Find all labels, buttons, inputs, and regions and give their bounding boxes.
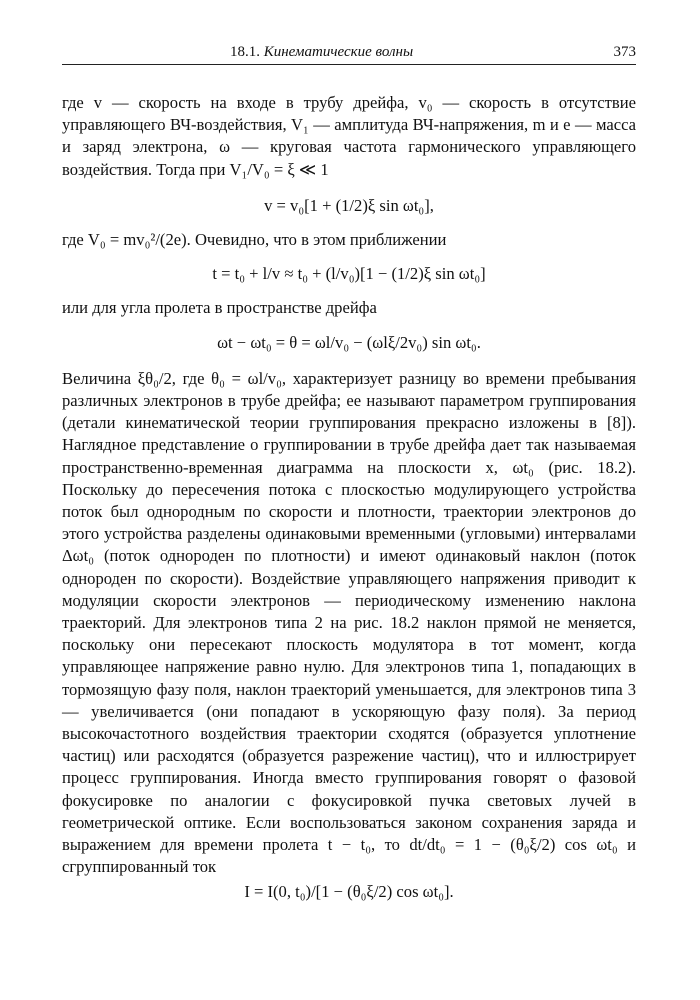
equation-current: I = I(0, t₀)/[1 − (θ₀ξ/2) cos ωt₀]. <box>244 881 454 901</box>
paragraph-2: где V₀ = mv₀²/(2e). Очевидно, что в этом приближении <box>62 230 447 250</box>
header-section <box>230 44 413 61</box>
equation-velocity: v = v₀[1 + (1/2)ξ sin ωt₀], <box>264 195 434 215</box>
section-title: Кинематические волны <box>263 44 414 60</box>
section-number: 18.1. <box>230 44 260 60</box>
paragraph-1: где v — скорость на входе в трубу дрейфа, v₀ — скорость в отсутствие управляющего ВЧ-воздействия, V₁ — амплитуда ВЧ-напряжения, m и e — масса и заряд электрона, ω — круговая частота гармонического управляющего воздействия. Тогда при V₁/V₀ = ξ ≪ 1 <box>62 93 636 179</box>
page-number: 373 <box>613 44 636 60</box>
paragraph-4: Величина ξθ₀/2, где θ₀ = ωl/v₀, характеризует разницу во времени пребывания различных электронов в трубе дрейфа; ее называют параметром группирования (детали кинематической теории группирования прекрасно изложены в [8]). Наглядное представление о группировании в трубе дрейфа дает так называемая пространственно-временная диаграмма на плоскости x, ωt₀ (рис. 18.2). Поскольку до пересечения потока с плоскостью модулирующего устройства поток был однородным по скорости и плотности, траектории электронов до этого устройства разделены одинаковыми временными (угловыми) интервалами Δωt₀ (поток однороден по плотности) и имеют одинаковый наклон (поток однороден по скорости). Воздействие управляющего напряжения приводит к модуляции скорости электронов — периодическому изменению наклона траекторий. Для электронов типа 2 на рис. 18.2 наклон прямой не меняется, поскольку они пересекают плоскость модулятора в тот момент, когда управляющее напряжение равно нулю. Для электронов типа 1, попадающих в тормозящую фазу поля, наклон траекторий уменьшается, для электронов типа 3 — увеличивается (они попадают в ускоряющую фазу поля). За период высокочастотного воздействия траектории сходятся (образуется уплотнение частиц) или расходятся (образуется разрежение частиц), что и иллюстрирует процесс группирования. Иногда вместо группирования говорят о фазовой фокусировке по аналогии с фокусировкой пучка световых лучей в геометрической оптике. Если воспользоваться законом сохранения заряда и выражением для времени пролета t − t₀, то dt/dt₀ = 1 − (θ₀ξ/2) cos ωt₀ и сгруппированный ток <box>62 368 636 877</box>
book-page <box>62 40 636 903</box>
page-body <box>62 92 636 903</box>
equation-time: t = t₀ + l/v ≈ t₀ + (l/v₀)[1 − (1/2)ξ sin ωt₀] <box>212 264 486 284</box>
paragraph-3: или для угла пролета в пространстве дрейфа <box>62 298 377 318</box>
equation-angle: ωt − ωt₀ = θ = ωl/v₀ − (ωlξ/2v₀) sin ωt₀. <box>217 332 481 352</box>
running-header <box>62 40 636 65</box>
